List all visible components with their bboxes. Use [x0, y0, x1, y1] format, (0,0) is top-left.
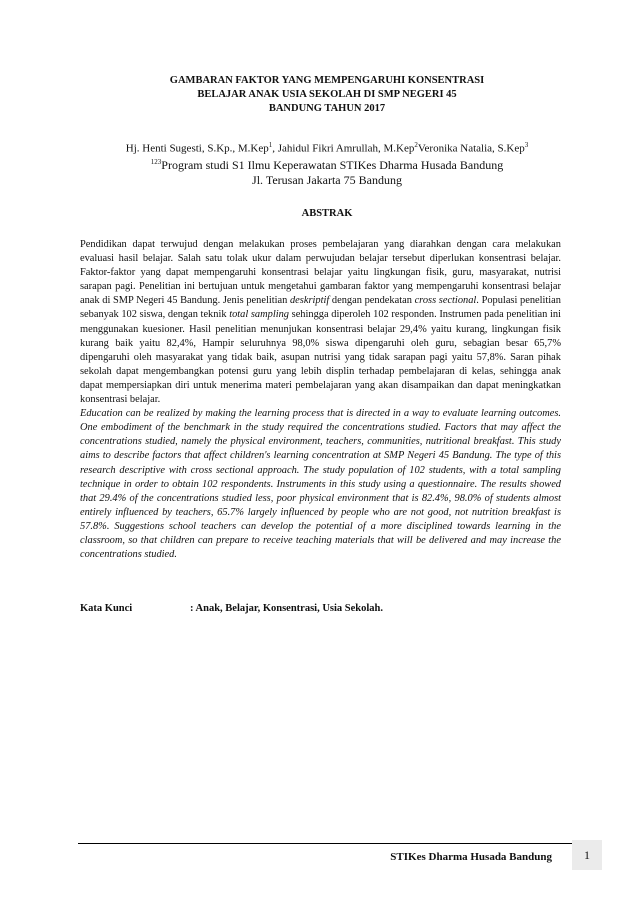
- author-2-affil-mark: 2: [414, 141, 418, 149]
- term-deskriptif: deskriptif: [289, 295, 330, 307]
- address: Jl. Terusan Jakarta 75 Bandung: [252, 173, 402, 187]
- keywords: [80, 603, 383, 614]
- abstract: [80, 238, 561, 562]
- abstract-id-part-4: sehingga diperoleh 102 responden. Instrumen pada penelitian ini menggunakan kuesioner. Hasil penelitian menunjukan konsentrasi belajar 29,4% yaitu kurang, lingkungan fisik kurang baik yaitu 82,4%, Hampir seluruhnya 98,0% siswa dipengaruhi oleh guru, sebagian besar 65,7% dipengaruhi oleh masyarakat yang tidak baik, asupan nutrisi yang tidak sarapan pagi yaitu 57,8%. Saran pihak sekolah dapat mengembangkan potensi guru yang lebih displin terhadap pembelajaran di kelas, sehingga anak dapat mempersiapkan diri untuk menerima materi pembelajaran yang akan disampaikan dan dapat meningkatkan konsentrasi belajar.: [80, 309, 561, 406]
- affiliation: [60, 154, 594, 174]
- abstract-english: Education can be realized by making the learning process that is directed in a way to evaluate learning outcomes. One embodiment of the benchmark in the study required the concentrations studied. Factors that may affect the concentrations studied, namely the physical environment, teachers, communities, nutritional breakfast. This study aims to describe factors that affect children's learning concentration at SMP Negeri 45 Bandung. The type of this research descriptive with cross sectional approach. The study population of 102 students, with a total sampling technique in order to obtain 102 respondents. Instruments in this study using a questionnaire. The results showed that 29.4% of the concentrations studied less, poor physical environment that is 82.4%, 98.0% of students almost entirely influenced by teachers, 65.7% largely influenced by people who are not good, not nutrition breakfast is 57.8%. Suggestions school teachers can develop the potential of a more disciplined towards learning in the classroom, so that children can prepare to receive teaching materials that will be delivered and may increase the concentrations studied.: [80, 408, 561, 561]
- author-1: Hj. Henti Sugesti, S.Kp., M.Kep: [125, 142, 269, 155]
- author-1-affil-mark: 1: [268, 141, 273, 149]
- term-cross-sectional: cross sectional: [414, 295, 477, 307]
- author-2: , Jahidul Fikri Amrullah, M.Kep: [272, 142, 415, 155]
- term-total-sampling: total sampling: [229, 309, 289, 321]
- abstract-id-part-1: Pendidikan dapat terwujud dengan melakukan proses pembelajaran yang diarahkan dengan cara melakukan evaluasi hasil belajar. Salah satu tolak ukur dalam perwujudan belajar tersebut diperlukan konsentrasi belajar. Faktor-faktor yang dapat mempengaruhi konsentrasi belajar yaitu lingkungan fisik, guru, masyarakat, nutrisi sarapan pagi. Penelitian ini bertujuan untuk mengetahui gambaran faktor yang mempengaruhi konsentrasi belajar anak di SMP Negeri 45 Bandung. Jenis penelitian: [80, 239, 561, 307]
- keywords-list: : Anak, Belajar, Konsentrasi, Usia Sekolah.: [190, 603, 384, 614]
- author-3-affil-mark: 3: [524, 141, 529, 149]
- title-line-1: GAMBARAN FAKTOR YANG MEMPENGARUHI KONSENTRASI: [169, 75, 485, 86]
- abstract-heading: ABSTRAK: [301, 208, 353, 219]
- affiliation-marks: 123: [150, 158, 162, 166]
- abstract-id-part-3: . Populasi penelitian sebanyak 102 siswa, dengan teknik: [80, 295, 561, 321]
- title-line-2: BELAJAR ANAK USIA SEKOLAH DI SMP NEGERI 45: [197, 89, 457, 100]
- paper-title: [80, 74, 574, 116]
- footer-divider: [78, 843, 578, 844]
- author-3: Veronika Natalia, S.Kep: [417, 142, 525, 155]
- footer-institution: STIKes Dharma Husada Bandung: [390, 851, 552, 863]
- keywords-label: Kata Kunci: [80, 603, 133, 614]
- affiliation-text: Program studi S1 Ilmu Keperawatan STIKes Dharma Husada Bandung: [161, 158, 504, 172]
- page-number: 1: [572, 840, 602, 870]
- abstract-id-part-2: dengan pendekatan: [329, 295, 415, 307]
- abstract-indonesian: [80, 238, 561, 407]
- title-line-3: BANDUNG TAHUN 2017: [268, 103, 386, 114]
